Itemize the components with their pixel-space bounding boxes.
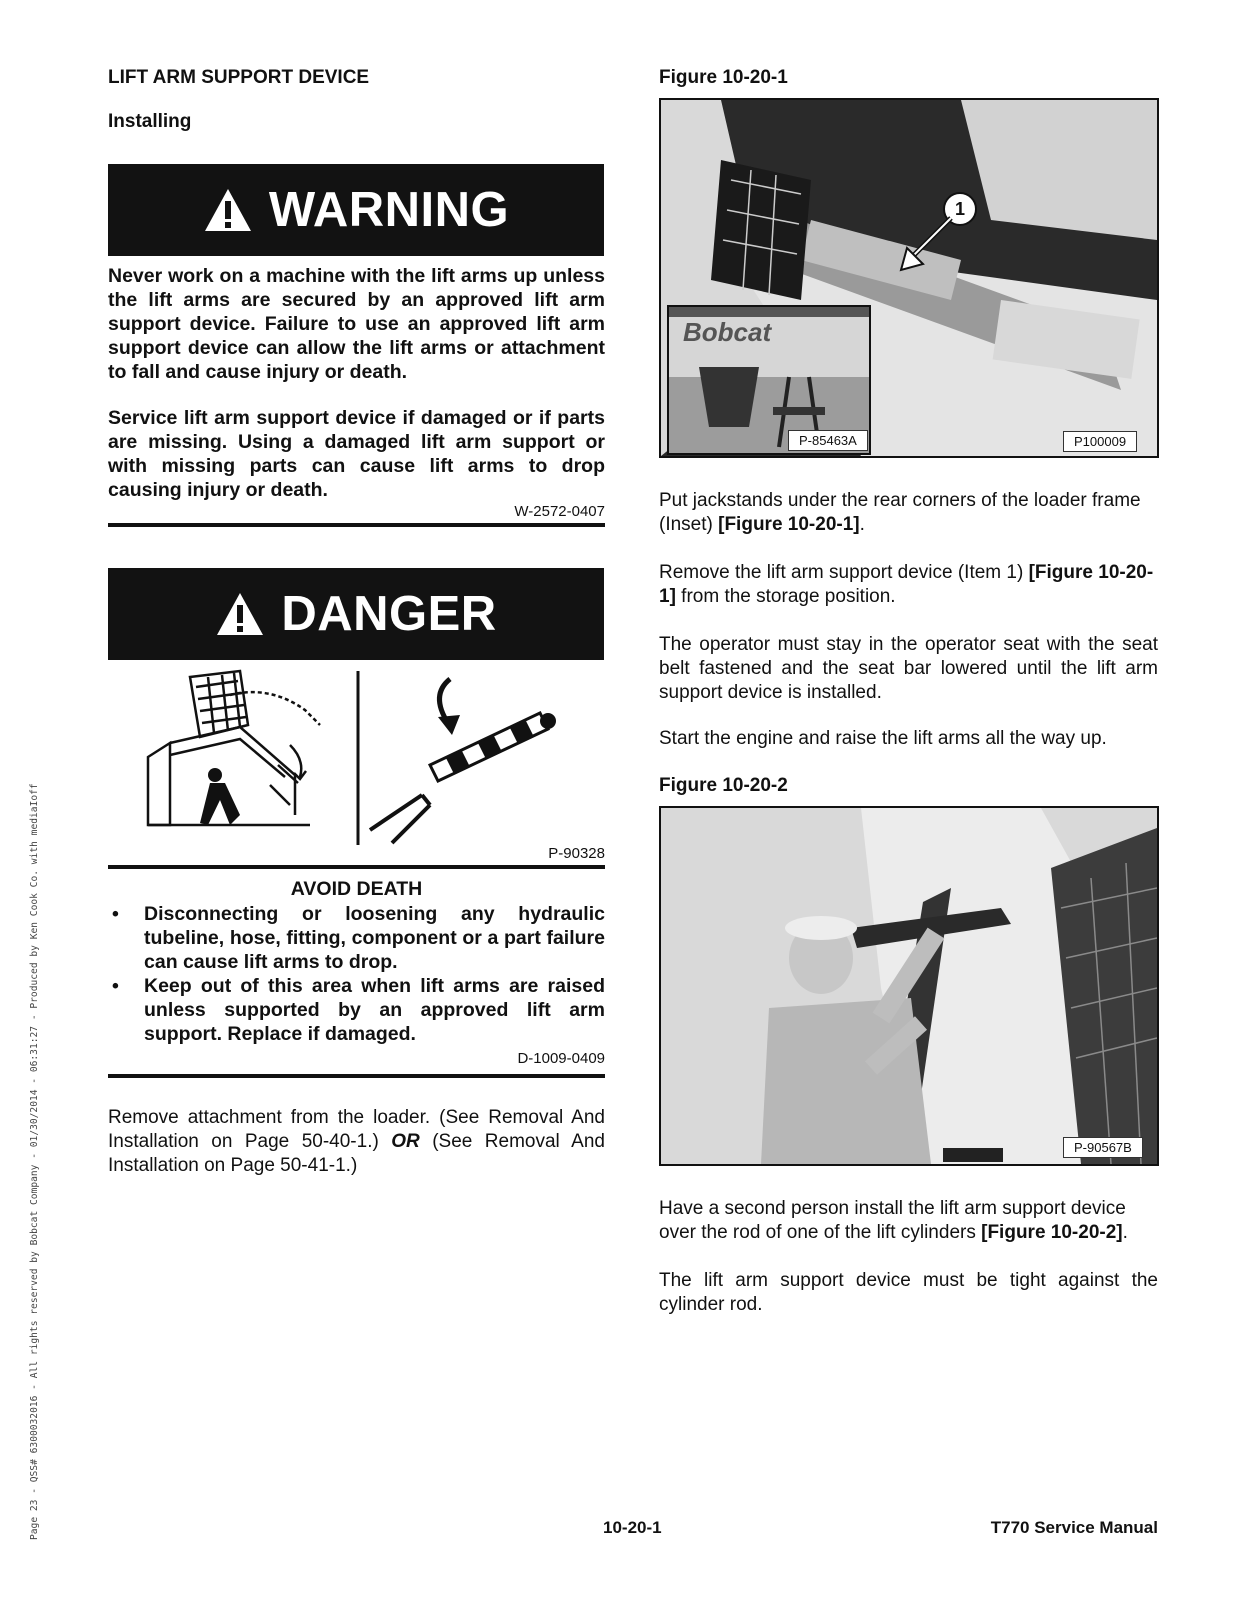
tight-paragraph: The lift arm support device must be tight against the cylinder rod. <box>659 1270 1158 1315</box>
jackstand-figure-ref: [Figure 10-20-1] <box>718 514 860 535</box>
second-person-text: Have a second person install the lift arm support device over the rod of one of the lift cylinders <box>659 1198 1126 1243</box>
remove-device-text-a: Remove the lift arm support device (Item 1) <box>659 562 1029 583</box>
remove-attachment-text-a: Remove attachment from the loader. (See Removal And Installation on Page 50-40-1.) <box>108 1107 605 1152</box>
jackstand-text: Put jackstands under the rear corners of the loader frame (Inset) <box>659 490 1141 535</box>
danger-triangle-icon <box>215 591 265 637</box>
figure-1-label: P100009 <box>1063 431 1137 452</box>
support-device-illustration <box>370 679 556 843</box>
inset-label: P-85463A <box>788 430 868 451</box>
figure-2-label: P-90567B <box>1063 1137 1143 1158</box>
warning-triangle-icon <box>203 187 253 233</box>
danger-pictogram <box>130 665 610 845</box>
warning-paragraph-1: Never work on a machine with the lift arms up unless the lift arms are secured by an approved lift arm support device. Failure to use an approved lift arm support device can allow the lift arms or attachment to fall and cause injury or death. <box>108 265 605 383</box>
danger-bullet-list <box>108 902 605 1046</box>
danger-heading: AVOID DEATH <box>290 878 423 900</box>
figure-2-title: Figure 10-20-2 <box>659 775 788 796</box>
remove-device-text-b: from the storage position. <box>675 586 896 607</box>
danger-bullet-2: • Keep out of this area when lift arms are raised unless supported by an approved lift arm support. Replace if damaged. <box>108 974 605 1046</box>
second-person-figure-ref: [Figure 10-20-2] <box>981 1222 1123 1243</box>
figure-2-image <box>661 808 1157 1164</box>
or-emphasis: OR <box>391 1131 420 1152</box>
callout-arrow-icon <box>891 210 961 280</box>
section-subtitle: Installing <box>108 111 192 132</box>
figure-2-photo <box>659 806 1159 1166</box>
second-person-text-end: . <box>1122 1222 1128 1243</box>
page-number: 10-20-1 <box>603 1518 662 1537</box>
danger-code: D-1009-0409 <box>517 1050 605 1067</box>
figure-1-title: Figure 10-20-1 <box>659 67 788 88</box>
warning-paragraph-2: Service lift arm support device if damaged or if parts are missing. Using a damaged lift arm support or with missing parts can cause lift arms to drop causing injury or death. <box>108 407 605 501</box>
manual-title: T770 Service Manual <box>990 1518 1158 1537</box>
callout-1: 1 <box>943 192 977 226</box>
danger-banner <box>108 568 604 660</box>
danger-divider-bottom <box>108 1074 605 1078</box>
loader-crush-illustration <box>148 671 320 825</box>
operator-paragraph: The operator must stay in the operator seat with the seat belt fastened and the seat bar lowered until the lift arm support device is installed. <box>659 634 1158 703</box>
start-engine-paragraph: Start the engine and raise the lift arms all the way up. <box>659 728 1107 749</box>
inset-brand: Bobcat <box>683 317 772 347</box>
danger-bullet-1: • Disconnecting or loosening any hydraulic tubeline, hose, fitting, component or a part failure can cause lift arms to drop. <box>108 902 605 974</box>
danger-image-code: P-90328 <box>548 845 605 862</box>
figure-1-photo <box>659 98 1159 458</box>
copyright-side-note: Page 23 - QSS# 6300032016 - All rights reserved by Bobcat Company - 01/30/2014 - 06:31:27 - Produced by Ken Cook Co. with mediaIoff <box>29 783 40 1540</box>
remove-device-paragraph <box>659 561 1158 609</box>
warning-banner-label: WARNING <box>268 183 510 237</box>
warning-code: W-2572-0407 <box>514 503 605 520</box>
jackstand-paragraph <box>659 489 1158 537</box>
danger-divider-top <box>108 865 605 869</box>
remove-device-figure-ref: [Figure 10-20-1] <box>659 562 1154 607</box>
section-title: LIFT ARM SUPPORT DEVICE <box>108 67 370 88</box>
warning-divider <box>108 523 605 527</box>
warning-banner <box>108 164 604 256</box>
jackstand-text-end: . <box>859 514 865 535</box>
danger-banner-label: DANGER <box>281 587 497 641</box>
remove-attachment-paragraph <box>108 1106 605 1178</box>
second-person-paragraph <box>659 1197 1158 1245</box>
remove-attachment-text-b: (See Removal And Installation on Page 50-41-1.) <box>108 1131 605 1176</box>
person-figure <box>200 768 240 825</box>
